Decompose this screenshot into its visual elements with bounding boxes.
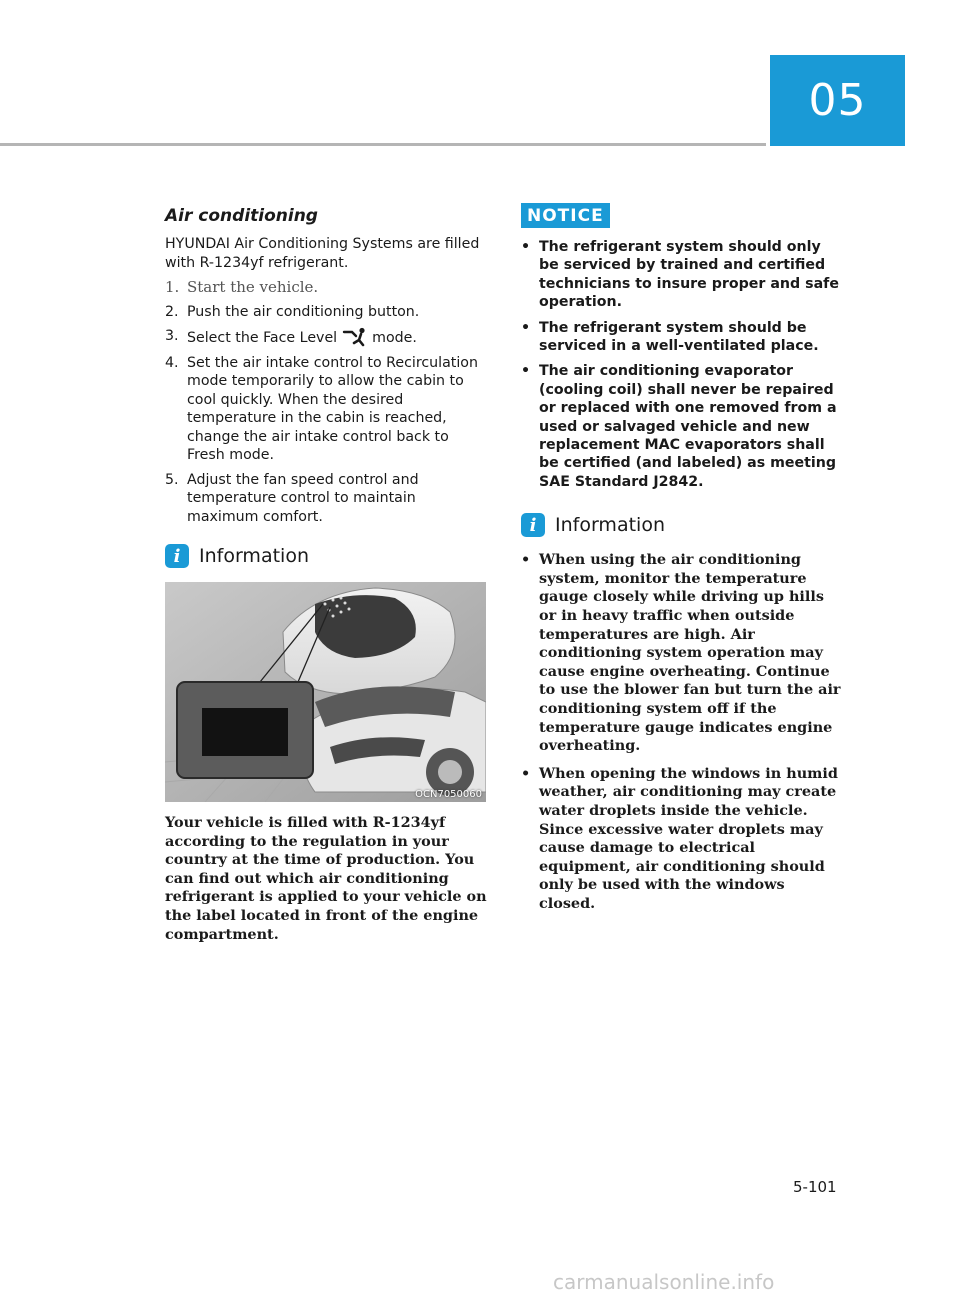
info-heading: [165, 544, 487, 568]
info-list: [521, 551, 843, 913]
info-icon: i: [165, 544, 189, 568]
notice-item: • The refrigerant system should be serviced in a well-ventilated place.: [521, 319, 819, 355]
step-3: 3. Select the Face Level mode.: [165, 328, 417, 346]
right-column: [521, 203, 843, 923]
notice-badge: NOTICE: [521, 203, 610, 228]
car-hood-illustration: [165, 582, 486, 802]
step-1: 1. Start the vehicle.: [165, 278, 319, 296]
notice-list: [521, 238, 843, 491]
refrigerant-info-text: Your vehicle is filled with R-1234yf according to the regulation in your country at the time of production. You can find out which air conditioning refrigerant is applied to your vehicle on the label located in front of the engine compartment.: [165, 814, 487, 943]
page-number: 5-101: [793, 1178, 837, 1196]
header-rule: [0, 143, 766, 146]
left-column: [165, 206, 487, 944]
chapter-tab: [770, 55, 905, 146]
engine-compartment-figure: [165, 582, 486, 802]
chapter-number: 05: [808, 75, 867, 126]
steps-list: [165, 278, 487, 526]
step-2: 2. Push the air conditioning button.: [165, 303, 420, 320]
intro-text: HYUNDAI Air Conditioning Systems are filled with R-1234yf refrigerant.: [165, 236, 480, 271]
step-4: 4. Set the air intake control to Recirculation mode temporarily to allow the cabin to cool quickly. When the desired temperature in the cabin is reached, change the air intake control back to Fresh mode.: [165, 354, 478, 463]
notice-item: • The air conditioning evaporator (cooling coil) shall never be repaired or replaced with one removed from a used or salvaged vehicle and new replacement MAC evaporators shall be certified (and labeled) as meeting SAE Standard J2842.: [521, 363, 837, 490]
info-icon: i: [521, 513, 545, 537]
watermark: carmanualsonline.info: [553, 1270, 775, 1294]
info-item: • When opening the windows in humid weather, air conditioning may create water droplets inside the vehicle. Since excessive water droplets may cause damage to electrical equipment, air conditioning should only be used with the windows closed.: [521, 764, 838, 912]
face-level-icon: [342, 327, 368, 347]
section-title: Air conditioning: [165, 206, 318, 226]
info-heading-right: [521, 513, 843, 537]
step-5: 5. Adjust the fan speed control and temperature control to maintain maximum comfort.: [165, 471, 419, 525]
info-title-right: Information: [555, 514, 665, 537]
info-item: • When using the air conditioning system, monitor the temperature gauge closely while driving up hills or in heavy traffic when outside temperatures are high. Air conditioning system operation may cause engine overheating. Continue to use the blower fan but turn the air conditioning system off if the temperature gauge indicates engine overheating.: [521, 551, 841, 755]
figure-code: OCN7050060: [415, 789, 482, 800]
info-title: Information: [199, 545, 309, 567]
notice-item: • The refrigerant system should only be serviced by trained and certified technicians to insure proper and safe operation.: [521, 239, 839, 311]
